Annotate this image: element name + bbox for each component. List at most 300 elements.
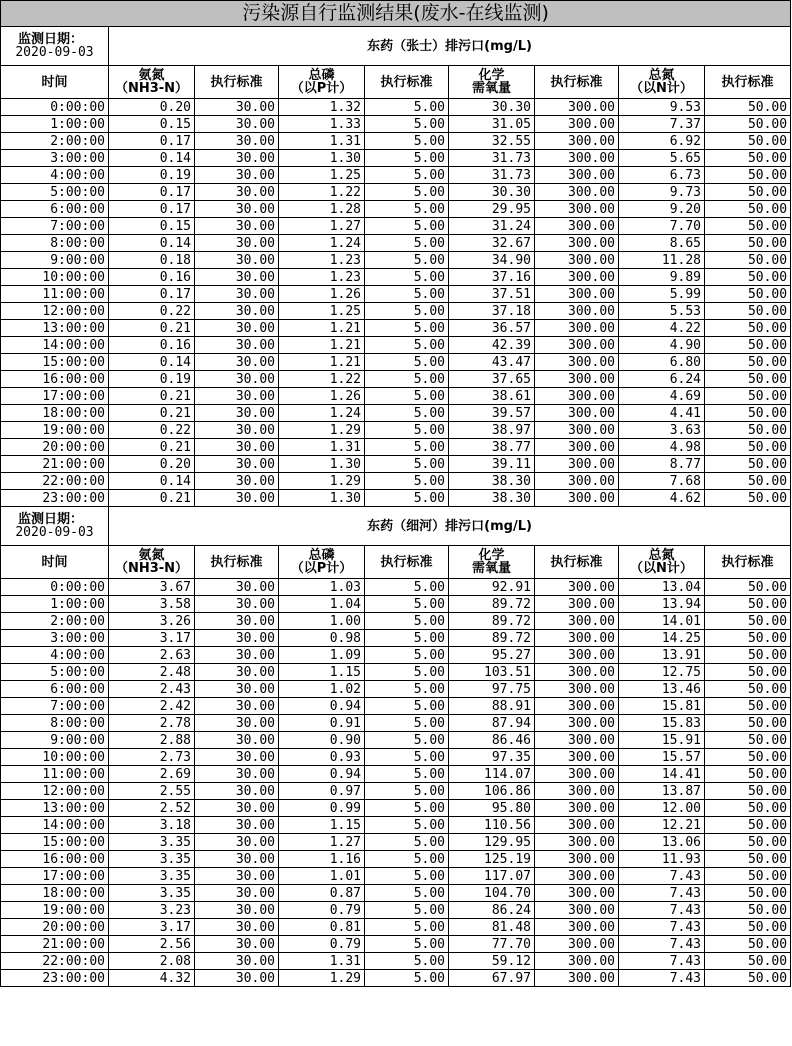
value-cell: 12.00: [619, 800, 705, 817]
value-cell: 86.24: [449, 902, 535, 919]
value-cell: 300.00: [535, 303, 619, 320]
time-cell: 4:00:00: [1, 647, 109, 664]
value-cell: 1.09: [279, 647, 365, 664]
value-cell: 1.31: [279, 953, 365, 970]
value-cell: 5.00: [365, 868, 449, 885]
value-cell: 50.00: [705, 456, 791, 473]
value-cell: 300.00: [535, 405, 619, 422]
time-cell: 8:00:00: [1, 715, 109, 732]
value-cell: 0.19: [109, 371, 195, 388]
value-cell: 5.00: [365, 613, 449, 630]
table-row: [1, 749, 791, 766]
value-cell: 1.23: [279, 252, 365, 269]
value-cell: 300.00: [535, 630, 619, 647]
value-cell: 3.18: [109, 817, 195, 834]
value-cell: 1.30: [279, 490, 365, 507]
value-cell: 3.17: [109, 630, 195, 647]
value-cell: 30.00: [195, 405, 279, 422]
value-cell: 30.00: [195, 953, 279, 970]
time-cell: 11:00:00: [1, 286, 109, 303]
time-cell: 22:00:00: [1, 953, 109, 970]
value-cell: 31.05: [449, 116, 535, 133]
monitor-date-label: 监测日期：: [18, 512, 84, 527]
value-cell: 50.00: [705, 902, 791, 919]
value-cell: 2.56: [109, 936, 195, 953]
section-header-row: [1, 507, 791, 546]
value-cell: 7.68: [619, 473, 705, 490]
value-cell: 0.17: [109, 133, 195, 150]
time-cell: 21:00:00: [1, 936, 109, 953]
time-cell: 10:00:00: [1, 269, 109, 286]
value-cell: 1.15: [279, 664, 365, 681]
value-cell: 300.00: [535, 286, 619, 303]
value-cell: 0.21: [109, 490, 195, 507]
value-cell: 5.00: [365, 630, 449, 647]
value-cell: 2.48: [109, 664, 195, 681]
table-row: [1, 868, 791, 885]
value-cell: 300.00: [535, 99, 619, 116]
time-cell: 21:00:00: [1, 456, 109, 473]
value-cell: 30.30: [449, 99, 535, 116]
value-cell: 1.29: [279, 473, 365, 490]
value-cell: 300.00: [535, 422, 619, 439]
value-cell: 3.63: [619, 422, 705, 439]
value-cell: 30.00: [195, 749, 279, 766]
value-cell: 30.00: [195, 371, 279, 388]
value-cell: 50.00: [705, 800, 791, 817]
value-cell: 50.00: [705, 184, 791, 201]
value-cell: 300.00: [535, 337, 619, 354]
value-cell: 5.00: [365, 749, 449, 766]
value-cell: 15.83: [619, 715, 705, 732]
value-cell: 0.14: [109, 354, 195, 371]
value-cell: 50.00: [705, 630, 791, 647]
value-cell: 5.00: [365, 647, 449, 664]
value-cell: 3.35: [109, 834, 195, 851]
value-cell: 50.00: [705, 99, 791, 116]
value-cell: 3.35: [109, 868, 195, 885]
value-cell: 30.00: [195, 800, 279, 817]
value-cell: 0.20: [109, 99, 195, 116]
value-cell: 12.21: [619, 817, 705, 834]
value-cell: 1.27: [279, 834, 365, 851]
value-cell: 117.07: [449, 868, 535, 885]
outlet-name: 东药（张士）排污口(mg/L): [109, 27, 791, 66]
table-row: [1, 970, 791, 987]
value-cell: 8.65: [619, 235, 705, 252]
value-cell: 30.00: [195, 269, 279, 286]
time-cell: 6:00:00: [1, 681, 109, 698]
table-row: [1, 766, 791, 783]
column-header: [1, 66, 109, 99]
value-cell: 30.00: [195, 732, 279, 749]
value-cell: 5.00: [365, 201, 449, 218]
value-cell: 0.79: [279, 902, 365, 919]
value-cell: 7.43: [619, 919, 705, 936]
table-row: [1, 439, 791, 456]
value-cell: 125.19: [449, 851, 535, 868]
value-cell: 50.00: [705, 919, 791, 936]
value-cell: 300.00: [535, 766, 619, 783]
value-cell: 2.78: [109, 715, 195, 732]
value-cell: 30.00: [195, 133, 279, 150]
column-header-line1: 氨氮: [138, 548, 165, 563]
table-row: [1, 303, 791, 320]
value-cell: 89.72: [449, 613, 535, 630]
value-cell: 50.00: [705, 647, 791, 664]
value-cell: 300.00: [535, 218, 619, 235]
value-cell: 114.07: [449, 766, 535, 783]
value-cell: 50.00: [705, 817, 791, 834]
value-cell: 4.22: [619, 320, 705, 337]
table-row: [1, 715, 791, 732]
value-cell: 0.79: [279, 936, 365, 953]
value-cell: 37.18: [449, 303, 535, 320]
column-header: [365, 66, 449, 99]
time-cell: 23:00:00: [1, 490, 109, 507]
column-header: [195, 546, 279, 579]
value-cell: 50.00: [705, 681, 791, 698]
value-cell: 30.00: [195, 388, 279, 405]
value-cell: 300.00: [535, 885, 619, 902]
value-cell: 300.00: [535, 473, 619, 490]
value-cell: 30.00: [195, 490, 279, 507]
value-cell: 103.51: [449, 664, 535, 681]
value-cell: 5.00: [365, 596, 449, 613]
value-cell: 300.00: [535, 133, 619, 150]
value-cell: 50.00: [705, 953, 791, 970]
column-header: [279, 66, 365, 99]
value-cell: 50.00: [705, 749, 791, 766]
value-cell: 77.70: [449, 936, 535, 953]
column-header: [449, 66, 535, 99]
value-cell: 0.18: [109, 252, 195, 269]
value-cell: 30.30: [449, 184, 535, 201]
value-cell: 31.73: [449, 167, 535, 184]
table-row: [1, 184, 791, 201]
value-cell: 2.69: [109, 766, 195, 783]
value-cell: 50.00: [705, 218, 791, 235]
value-cell: 30.00: [195, 868, 279, 885]
value-cell: 50.00: [705, 167, 791, 184]
value-cell: 0.98: [279, 630, 365, 647]
column-header: [279, 546, 365, 579]
value-cell: 50.00: [705, 405, 791, 422]
value-cell: 300.00: [535, 647, 619, 664]
value-cell: 1.03: [279, 579, 365, 596]
value-cell: 50.00: [705, 970, 791, 987]
column-header: [535, 66, 619, 99]
value-cell: 89.72: [449, 630, 535, 647]
value-cell: 0.91: [279, 715, 365, 732]
value-cell: 50.00: [705, 851, 791, 868]
column-header: [619, 66, 705, 99]
value-cell: 300.00: [535, 902, 619, 919]
time-cell: 1:00:00: [1, 116, 109, 133]
value-cell: 30.00: [195, 664, 279, 681]
time-cell: 15:00:00: [1, 834, 109, 851]
value-cell: 7.37: [619, 116, 705, 133]
value-cell: 5.00: [365, 439, 449, 456]
value-cell: 50.00: [705, 439, 791, 456]
value-cell: 38.30: [449, 490, 535, 507]
value-cell: 0.22: [109, 422, 195, 439]
value-cell: 5.00: [365, 851, 449, 868]
value-cell: 5.00: [365, 783, 449, 800]
value-cell: 30.00: [195, 885, 279, 902]
column-header-line1: 化学: [478, 68, 505, 83]
time-cell: 7:00:00: [1, 218, 109, 235]
time-cell: 9:00:00: [1, 732, 109, 749]
column-header-line1: 化学: [478, 548, 505, 563]
time-cell: 6:00:00: [1, 201, 109, 218]
report-title: 污染源自行监测结果(废水-在线监测): [1, 1, 791, 27]
value-cell: 89.72: [449, 596, 535, 613]
value-cell: 5.00: [365, 320, 449, 337]
outlet-name: 东药（细河）排污口(mg/L): [109, 507, 791, 546]
value-cell: 30.00: [195, 970, 279, 987]
column-header-line1: 执行标准: [550, 74, 603, 90]
time-cell: 19:00:00: [1, 422, 109, 439]
value-cell: 50.00: [705, 783, 791, 800]
value-cell: 300.00: [535, 783, 619, 800]
value-cell: 50.00: [705, 269, 791, 286]
value-cell: 300.00: [535, 354, 619, 371]
value-cell: 32.55: [449, 133, 535, 150]
table-row: [1, 834, 791, 851]
value-cell: 5.00: [365, 698, 449, 715]
table-row: [1, 354, 791, 371]
value-cell: 5.00: [365, 133, 449, 150]
value-cell: 87.94: [449, 715, 535, 732]
value-cell: 50.00: [705, 596, 791, 613]
table-row: [1, 800, 791, 817]
table-row: [1, 286, 791, 303]
value-cell: 129.95: [449, 834, 535, 851]
value-cell: 97.75: [449, 681, 535, 698]
value-cell: 1.31: [279, 133, 365, 150]
monitor-date-cell: [1, 507, 109, 546]
value-cell: 5.00: [365, 337, 449, 354]
value-cell: 1.25: [279, 303, 365, 320]
value-cell: 59.12: [449, 953, 535, 970]
value-cell: 300.00: [535, 664, 619, 681]
monitor-date-label: 监测日期：: [18, 32, 84, 47]
value-cell: 1.30: [279, 150, 365, 167]
value-cell: 5.00: [365, 405, 449, 422]
value-cell: 1.26: [279, 286, 365, 303]
time-cell: 13:00:00: [1, 800, 109, 817]
value-cell: 13.04: [619, 579, 705, 596]
value-cell: 50.00: [705, 337, 791, 354]
value-cell: 5.00: [365, 388, 449, 405]
time-cell: 3:00:00: [1, 630, 109, 647]
column-header: [109, 66, 195, 99]
value-cell: 300.00: [535, 388, 619, 405]
value-cell: 12.75: [619, 664, 705, 681]
time-cell: 7:00:00: [1, 698, 109, 715]
time-cell: 18:00:00: [1, 405, 109, 422]
table-row: [1, 953, 791, 970]
value-cell: 6.24: [619, 371, 705, 388]
column-header-line2: （以N计）: [630, 561, 693, 576]
table-row: [1, 201, 791, 218]
value-cell: 300.00: [535, 235, 619, 252]
value-cell: 300.00: [535, 834, 619, 851]
value-cell: 30.00: [195, 613, 279, 630]
value-cell: 50.00: [705, 579, 791, 596]
time-cell: 5:00:00: [1, 664, 109, 681]
value-cell: 7.43: [619, 868, 705, 885]
value-cell: 88.91: [449, 698, 535, 715]
column-header-line2: （以P计）: [290, 561, 353, 576]
value-cell: 1.00: [279, 613, 365, 630]
value-cell: 4.90: [619, 337, 705, 354]
table-row: [1, 456, 791, 473]
value-cell: 1.22: [279, 371, 365, 388]
time-cell: 18:00:00: [1, 885, 109, 902]
value-cell: 30.00: [195, 320, 279, 337]
value-cell: 50.00: [705, 150, 791, 167]
value-cell: 50.00: [705, 371, 791, 388]
value-cell: 300.00: [535, 868, 619, 885]
column-header-line2: （以P计）: [290, 81, 353, 96]
value-cell: 104.70: [449, 885, 535, 902]
value-cell: 30.00: [195, 766, 279, 783]
value-cell: 1.29: [279, 970, 365, 987]
value-cell: 5.00: [365, 681, 449, 698]
column-header-line1: 时间: [41, 554, 68, 570]
column-header-line1: 执行标准: [550, 554, 603, 570]
value-cell: 1.21: [279, 354, 365, 371]
value-cell: 50.00: [705, 133, 791, 150]
time-cell: 22:00:00: [1, 473, 109, 490]
value-cell: 300.00: [535, 681, 619, 698]
value-cell: 50.00: [705, 732, 791, 749]
monitor-date-value: 2020-09-03: [15, 525, 94, 540]
value-cell: 300.00: [535, 439, 619, 456]
value-cell: 50.00: [705, 715, 791, 732]
value-cell: 6.92: [619, 133, 705, 150]
value-cell: 300.00: [535, 116, 619, 133]
table-row: [1, 133, 791, 150]
value-cell: 30.00: [195, 936, 279, 953]
value-cell: 13.46: [619, 681, 705, 698]
value-cell: 5.00: [365, 766, 449, 783]
value-cell: 1.32: [279, 99, 365, 116]
column-header-row: [1, 546, 791, 579]
value-cell: 50.00: [705, 252, 791, 269]
time-cell: 2:00:00: [1, 613, 109, 630]
value-cell: 1.33: [279, 116, 365, 133]
value-cell: 5.00: [365, 490, 449, 507]
value-cell: 50.00: [705, 354, 791, 371]
value-cell: 34.90: [449, 252, 535, 269]
value-cell: 5.00: [365, 303, 449, 320]
value-cell: 110.56: [449, 817, 535, 834]
column-header-line1: 总氮: [648, 548, 675, 563]
value-cell: 30.00: [195, 337, 279, 354]
value-cell: 30.00: [195, 286, 279, 303]
value-cell: 2.42: [109, 698, 195, 715]
value-cell: 30.00: [195, 218, 279, 235]
value-cell: 30.00: [195, 167, 279, 184]
value-cell: 0.16: [109, 337, 195, 354]
value-cell: 5.00: [365, 885, 449, 902]
value-cell: 3.35: [109, 885, 195, 902]
section-header-row: [1, 27, 791, 66]
value-cell: 300.00: [535, 201, 619, 218]
value-cell: 0.99: [279, 800, 365, 817]
value-cell: 5.00: [365, 269, 449, 286]
value-cell: 5.00: [365, 715, 449, 732]
value-cell: 7.43: [619, 970, 705, 987]
value-cell: 0.21: [109, 388, 195, 405]
value-cell: 7.43: [619, 953, 705, 970]
value-cell: 5.00: [365, 218, 449, 235]
value-cell: 5.00: [365, 371, 449, 388]
value-cell: 50.00: [705, 664, 791, 681]
value-cell: 5.65: [619, 150, 705, 167]
time-cell: 12:00:00: [1, 303, 109, 320]
table-row: [1, 422, 791, 439]
column-header-line1: 执行标准: [721, 554, 774, 570]
table-body: [1, 1, 791, 987]
value-cell: 300.00: [535, 953, 619, 970]
value-cell: 50.00: [705, 201, 791, 218]
table-row: [1, 647, 791, 664]
value-cell: 30.00: [195, 783, 279, 800]
value-cell: 30.00: [195, 681, 279, 698]
value-cell: 30.00: [195, 630, 279, 647]
value-cell: 30.00: [195, 834, 279, 851]
value-cell: 30.00: [195, 116, 279, 133]
table-row: [1, 490, 791, 507]
value-cell: 43.47: [449, 354, 535, 371]
value-cell: 30.00: [195, 99, 279, 116]
value-cell: 5.00: [365, 456, 449, 473]
table-row: [1, 252, 791, 269]
value-cell: 30.00: [195, 303, 279, 320]
table-row: [1, 388, 791, 405]
value-cell: 0.14: [109, 235, 195, 252]
value-cell: 0.81: [279, 919, 365, 936]
value-cell: 50.00: [705, 868, 791, 885]
time-cell: 13:00:00: [1, 320, 109, 337]
value-cell: 300.00: [535, 371, 619, 388]
value-cell: 13.06: [619, 834, 705, 851]
value-cell: 30.00: [195, 456, 279, 473]
table-row: [1, 630, 791, 647]
time-cell: 4:00:00: [1, 167, 109, 184]
value-cell: 31.73: [449, 150, 535, 167]
monitor-date-cell: [1, 27, 109, 66]
value-cell: 5.00: [365, 150, 449, 167]
value-cell: 95.27: [449, 647, 535, 664]
value-cell: 5.00: [365, 834, 449, 851]
value-cell: 1.21: [279, 337, 365, 354]
time-cell: 17:00:00: [1, 868, 109, 885]
value-cell: 1.31: [279, 439, 365, 456]
column-header-line1: 执行标准: [721, 74, 774, 90]
value-cell: 5.00: [365, 579, 449, 596]
value-cell: 4.98: [619, 439, 705, 456]
time-cell: 19:00:00: [1, 902, 109, 919]
time-cell: 8:00:00: [1, 235, 109, 252]
column-header-line1: 总氮: [648, 68, 675, 83]
column-header-line2: 需氧量: [471, 561, 511, 576]
time-cell: 14:00:00: [1, 817, 109, 834]
